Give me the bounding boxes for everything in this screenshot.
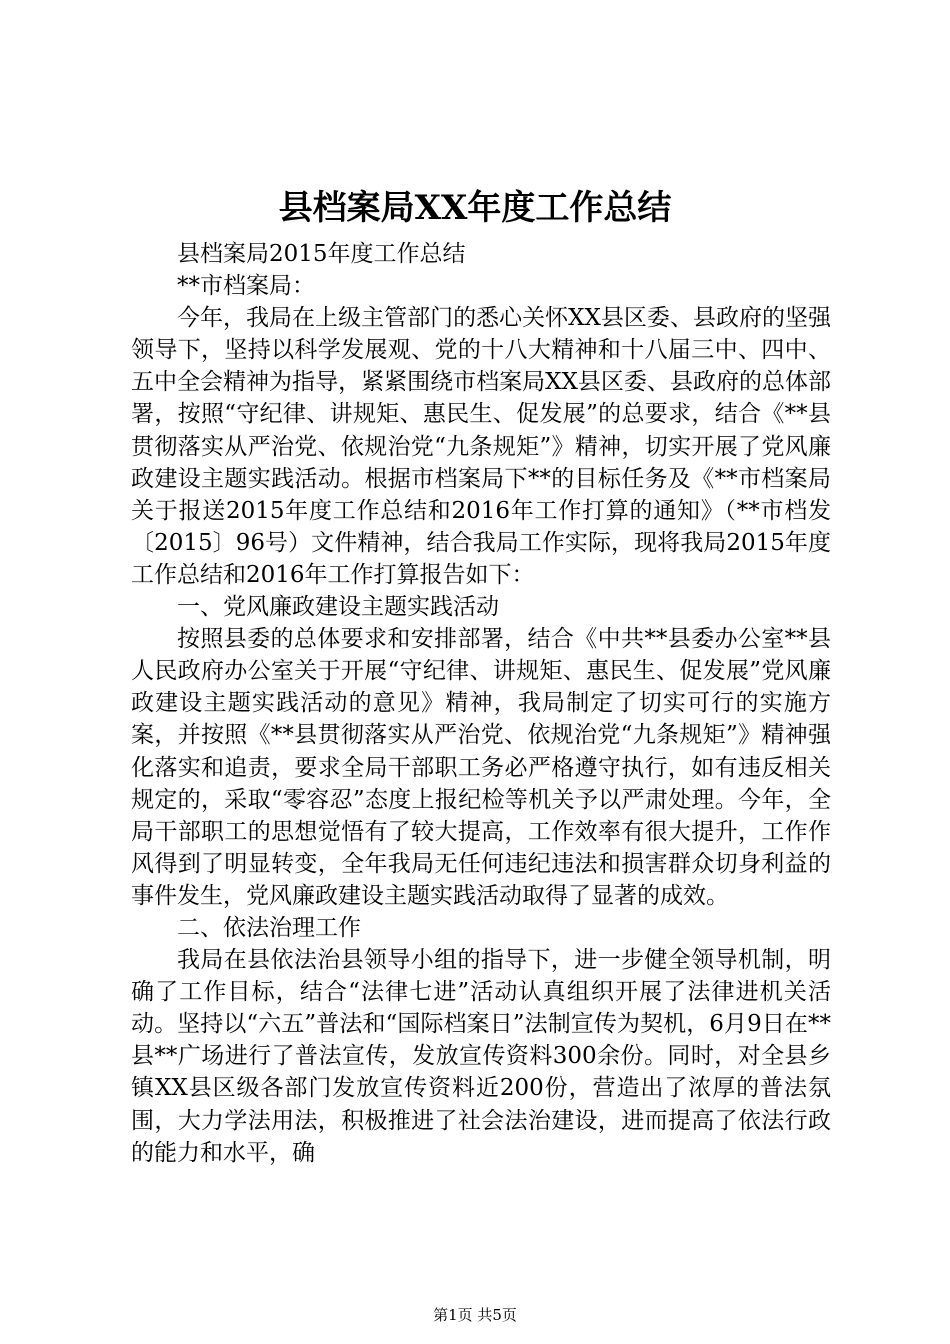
intro-paragraph: 今年，我局在上级主管部门的悉心关怀XX县区委、县政府的坚强领导下，坚持以科学发展观、党的十八大精神和十八届三中、四中、五中全会精神为指导，紧紧围绕市档案局XX县区委、县政府的总体部署，按照“守纪律、讲规矩、惠民生、促发展”的总要求，结合《**县贯彻落实从严治党、依规治党“九条规矩”》精神，切实开展了党风廉政建设主题实践活动。根据市档案局下**的目标任务及《**市档案局关于报送2015年度工作总结和2016年工作打算的通知》（**市档发〔2015〕96号）文件精神，结合我局工作实际，现将我局2015年度工作总结和2016年工作打算报告如下： bbox=[131, 305, 831, 588]
section-1-paragraph: 按照县委的总体要求和安排部署，结合《中共**县委办公室**县人民政府办公室关于开展“守纪律、讲规矩、惠民生、促发展”党风廉政建设主题实践活动的意见》精神，我局制定了切实可行的实施方案，并按照《**县贯彻落实从严治党、依规治党“九条规矩”》精神强化落实和追责，要求全局干部职工务必严格遵守执行，如有违反相关规定的，采取“零容忍”态度上报纪检等机关予以严肃处理。今年，全局干部职工的思想觉悟有了较大提高，工作效率有很大提升，工作作风得到了明显转变，全年我局无任何违纪违法和损害群众切身利益的事件发生，党风廉政建设主题实践活动取得了显著的成效。 bbox=[131, 626, 831, 909]
section-2-paragraph: 我局在县依法治县领导小组的指导下，进一步健全领导机制，明确了工作目标，结合“法律七进”活动认真组织开展了法律进机关活动。坚持以“六五”普法和“国际档案日”法制宣传为契机，6月9日在**县**广场进行了普法宣传，发放宣传资料300余份。同时，对全县乡镇XX县区级各部门发放宣传资料近200份，营造出了浓厚的普法氛围，大力学法用法，积极推进了社会法治建设，进而提高了依法行政的能力和水平，确 bbox=[131, 947, 831, 1166]
subtitle-line: 县档案局2015年度工作总结 bbox=[177, 241, 466, 267]
document-title: 县档案局XX年度工作总结 bbox=[278, 188, 672, 228]
section-heading-2: 二、依法治理工作 bbox=[177, 914, 361, 941]
page-number-footer: 第1页 共5页 bbox=[433, 1306, 517, 1324]
section-heading-1: 一、党风廉政建设主题实践活动 bbox=[177, 594, 499, 621]
document-body bbox=[131, 238, 831, 1169]
addressee-line: **市档案局： bbox=[177, 273, 315, 300]
